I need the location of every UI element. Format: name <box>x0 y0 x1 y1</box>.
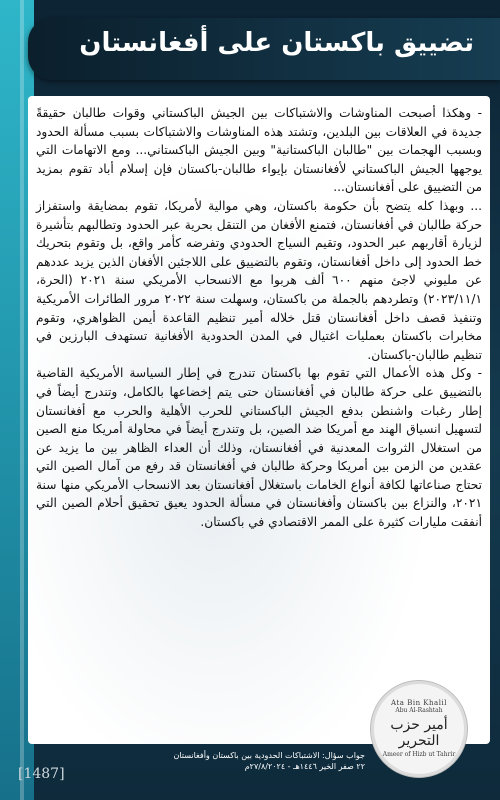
seal-top-text: Ata Bin Khalil <box>391 699 447 707</box>
source-title: جواب سؤال: الاشتباكات الحدودية بين باكستان وأفغانستان <box>173 751 365 760</box>
paragraph-1: - وهكذا أصبحت المناوشات والاشتباكات بين الجيش الباكستاني وقوات طالبان حقيقةً جديدة في العلاقات بين البلدين، وتشتد هذه المناوشات والاشتباكات بسبب مسألة الحدود وبسبب الهجمات بين "طالبان الباكستانية" وبين الجيش الباكستاني... ومع الاتهامات التي يوجهها الجيش الباكستاني لأفغانستان بإيواء طالبان-باكستان فإن إسلام أباد تقوم بمزيد من التضييق على أفغانستان... <box>36 106 482 195</box>
title-banner <box>28 18 500 80</box>
seal-bottom-text: Ameer of Hizb ut Tahrir <box>382 751 456 758</box>
seal-arabic-text: أمير حزب التحرير <box>390 717 448 749</box>
paragraph-3: - وكل هذه الأعمال التي تقوم بها باكستان تندرج في إطار السياسة الأمريكية القاضية بالتضييق على حركة طالبان في أفغانستان حتى يتم إخضاعها بالكامل، وتندرج أيضاً في إطار رغبات واشنطن بدفع الجيش الباكستاني للحرب الأهلية والحرب مع أفغانستان لتسهيل انسياق الهند مع أمريكا ضد الصين، بل وتندرج أيضاً في محاولة أمريكا منع الصين من استغلال الثروات المعدنية في أفغانستان، وذلك أن العداء الظاهر بين ما يزيد عن عقدين من الزمن بين أمريكا وحركة طالبان في أفغانستان قد رفع من آمال الصين التي تحتاج صناعاتها لكافة أنواع الخامات باستغلال أفغانستان بعد الانسحاب الأمريكي منها سنة ٢٠٢١، والنزاع بين باكستان وأفغانستان في مسألة الحدود يعيق تحقيق أحلام الصين التي أنفقت مليارات كثيرة على الممر الاقتصادي في باكستان. <box>36 366 482 530</box>
reference-number: [1487] <box>18 766 65 782</box>
author-seal <box>370 680 468 778</box>
source-date: ٢٢ صفر الخير ١٤٤٦هـ - ٢٧/٨/٢٠٢٤م <box>244 762 365 771</box>
page-title: تضييق باكستان على أفغانستان <box>79 28 474 58</box>
article-body <box>36 104 482 532</box>
seal-content <box>379 699 459 759</box>
paragraph-2: ... وبهذا كله يتضح بأن حكومة باكستان، وهي موالية لأمريكا، تقوم بمضايقة واستفزاز حركة طالبان في أفغانستان، فتمنع الأفغان من التنقل بحرية عبر الحدود وتطالبهم بتأشيرة لزيارة أقاربهم عبر الحدود، وتقيم السياج الحدودي وتفرضه كأمر واقع، بل وتقوم بتحريك خط الحدود إلى داخل أفغانستان، وتقوم بالتضييق على اللاجئين الأفغان الذين يزيد عددهم عن مليوني لاجئ منهم ٦٠٠ ألف هربوا مع الانسحاب الأمريكي سنة ٢٠٢١ (الحرة، ٢٠٢٣/١١/١) وتطردهم بالجملة من باكستان، وسهلت سنة ٢٠٢٢ مرور الطائرات الأمريكية وتنفيذ قصف داخل أفغانستان قتل خلاله أمير تنظيم القاعدة أيمن الظواهري، وتقوم مخابرات باكستان بعمليات اغتيال في المدن الحدودية الأفغانية تستهدف البارزين في تنظيم طالبان-باكستان. <box>36 198 483 362</box>
source-caption <box>150 750 365 772</box>
seal-name-line: Abu Al-Rashtah <box>395 707 443 714</box>
